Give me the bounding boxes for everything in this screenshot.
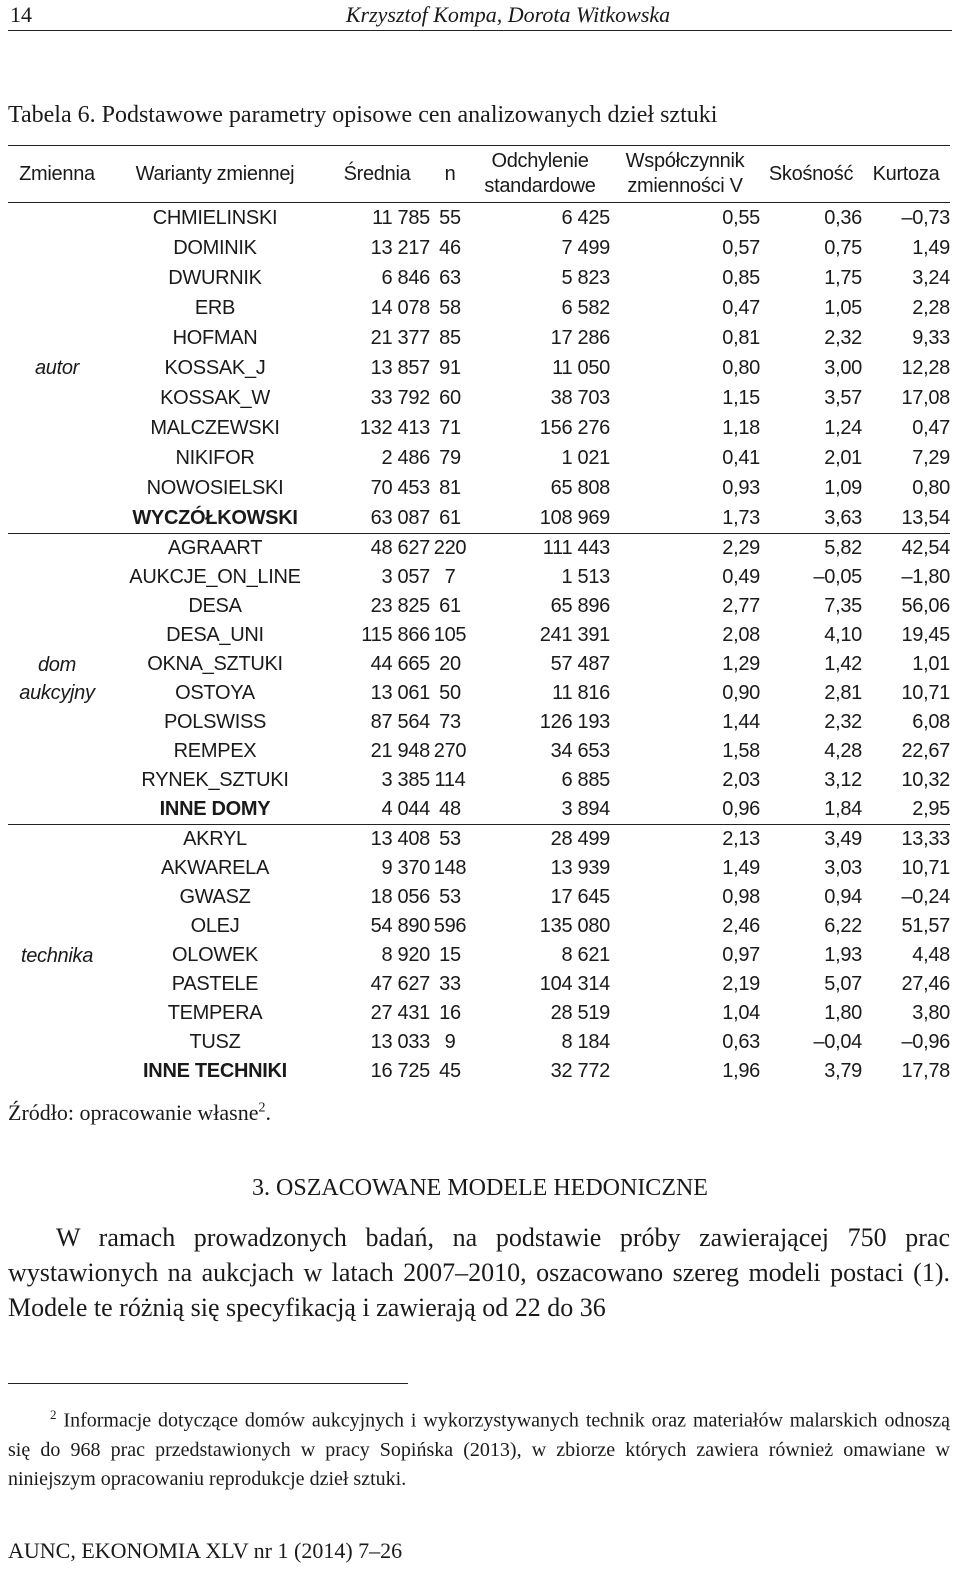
table-row <box>8 737 950 766</box>
cell-cv: 0,49 <box>722 566 760 588</box>
table-row <box>8 323 950 353</box>
cell-n: 81 <box>439 477 461 499</box>
cell-variant: AKRYL <box>183 828 247 850</box>
cell-kurtosis: –0,73 <box>901 207 950 229</box>
cell-sd: 57 487 <box>550 653 610 675</box>
cell-kurtosis: 2,95 <box>912 798 950 820</box>
cell-sd: 32 772 <box>550 1060 610 1082</box>
table-row <box>8 503 950 534</box>
cell-n: 15 <box>439 944 461 966</box>
cell-n: 33 <box>439 973 461 995</box>
cell-variant: CHMIELINSKI <box>152 207 278 229</box>
cell-kurtosis: 1,49 <box>912 237 950 259</box>
cell-cv: 1,58 <box>722 740 760 762</box>
cell-kurtosis: 10,32 <box>901 769 950 791</box>
cell-mean: 87 564 <box>370 711 430 733</box>
cell-skewness: 1,93 <box>824 944 862 966</box>
cell-variant: HOFMAN <box>172 327 258 349</box>
body-paragraph: W ramach prowadzonych badań, na podstawie próby zawierającej 750 prac wystawionych na aukcjach w latach 2007–2010, oszacowano szereg modeli postaci (1). Modele te różnią się specyfikacją i zawierają od 22 do 36 <box>8 1223 950 1322</box>
table-row <box>8 650 950 679</box>
table-row <box>8 1028 950 1057</box>
cell-sd: 111 443 <box>542 537 610 559</box>
cell-skewness: 1,24 <box>824 417 862 439</box>
cell-mean: 23 825 <box>370 595 430 617</box>
cell-sd: 1 513 <box>561 566 610 588</box>
cell-n: 20 <box>439 653 461 675</box>
col-header-odchylenie: Odchylenie standardowe <box>470 146 610 203</box>
cell-sd: 28 499 <box>550 828 610 850</box>
cell-mean: 13 033 <box>370 1031 430 1053</box>
cell-variant: ERB <box>194 297 236 319</box>
cell-variant: GWASZ <box>179 886 251 908</box>
cell-variant: DOMINIK <box>173 237 257 259</box>
section-title: 3. OSZACOWANE MODELE HEDONICZNE <box>252 1175 708 1201</box>
running-head: Krzysztof Kompa, Dorota Witkowska <box>345 2 671 27</box>
table-row <box>8 473 950 503</box>
cell-n: 55 <box>439 207 461 229</box>
table-caption: Tabela 6. Podstawowe parametry opisowe cen analizowanych dzieł sztuki <box>8 102 718 128</box>
cell-variant: AUKCJE_ON_LINE <box>129 566 301 588</box>
cell-mean: 54 890 <box>370 915 430 937</box>
cell-variant: NOWOSIELSKI <box>146 477 284 499</box>
cell-skewness: 2,81 <box>824 682 862 704</box>
cell-n: 270 <box>433 740 467 762</box>
cell-cv: 0,85 <box>722 267 760 289</box>
cell-n: 61 <box>439 507 461 529</box>
cell-kurtosis: 3,24 <box>912 267 950 289</box>
cell-n: 91 <box>439 357 461 379</box>
cell-skewness: 0,94 <box>824 886 862 908</box>
cell-skewness: 6,22 <box>824 915 862 937</box>
table-row <box>8 679 950 708</box>
cell-cv: 2,19 <box>722 973 760 995</box>
footnote-rule <box>8 1383 408 1384</box>
col-header-n: n <box>430 146 470 203</box>
cell-kurtosis: 4,48 <box>912 944 950 966</box>
table-row <box>8 592 950 621</box>
table-row <box>8 766 950 795</box>
cell-n: 16 <box>439 1002 461 1024</box>
cell-skewness: 2,01 <box>824 447 862 469</box>
cell-mean: 33 792 <box>370 387 430 409</box>
cell-skewness: 3,79 <box>824 1060 862 1082</box>
cell-kurtosis: –0,24 <box>901 886 950 908</box>
cell-variant: POLSWISS <box>163 711 267 733</box>
cell-n: 53 <box>439 886 461 908</box>
table-row <box>8 203 950 234</box>
table-row <box>8 825 950 855</box>
cell-skewness: 1,75 <box>824 267 862 289</box>
cell-mean: 44 665 <box>370 653 430 675</box>
cell-kurtosis: 10,71 <box>901 857 950 879</box>
cell-cv: 1,49 <box>722 857 760 879</box>
cell-skewness: 3,57 <box>824 387 862 409</box>
cell-variant: TEMPERA <box>167 1002 263 1024</box>
cell-mean: 48 627 <box>370 537 430 559</box>
table-row <box>8 912 950 941</box>
col-header-wspolczynnik: Współczynnik zmienności V <box>610 146 760 203</box>
cell-mean: 63 087 <box>370 507 430 529</box>
cell-n: 58 <box>439 297 461 319</box>
table-row <box>8 293 950 323</box>
cell-mean: 16 725 <box>370 1060 430 1082</box>
cell-cv: 2,29 <box>722 537 760 559</box>
cell-variant: KOSSAK_J <box>164 357 266 379</box>
group-label-autor: autor <box>34 357 80 379</box>
cell-variant: PASTELE <box>171 973 259 995</box>
table-row <box>8 383 950 413</box>
cell-skewness: 1,84 <box>824 798 862 820</box>
cell-sd: 65 896 <box>550 595 610 617</box>
table-row <box>8 443 950 473</box>
cell-kurtosis: 0,80 <box>912 477 950 499</box>
cell-sd: 104 314 <box>539 973 610 995</box>
col-header-warianty: Warianty zmiennej <box>106 146 324 203</box>
cell-mean: 21 948 <box>370 740 430 762</box>
cell-variant: OLEJ <box>190 915 240 937</box>
cell-n: 105 <box>433 624 467 646</box>
cell-kurtosis: 1,01 <box>912 653 950 675</box>
cell-mean: 18 056 <box>370 886 430 908</box>
cell-n: 9 <box>444 1031 456 1053</box>
cell-cv: 0,47 <box>722 297 760 319</box>
cell-sd: 6 425 <box>561 207 610 229</box>
group-technika <box>8 825 950 1087</box>
cell-n: 63 <box>439 267 461 289</box>
cell-n: 79 <box>439 447 461 469</box>
cell-cv: 0,41 <box>722 447 760 469</box>
cell-skewness: 1,09 <box>824 477 862 499</box>
table-row <box>8 708 950 737</box>
cell-kurtosis: 19,45 <box>901 624 950 646</box>
cell-mean: 14 078 <box>370 297 430 319</box>
cell-mean: 13 857 <box>370 357 430 379</box>
cell-cv: 0,90 <box>722 682 760 704</box>
cell-cv: 0,55 <box>722 207 760 229</box>
cell-mean: 47 627 <box>370 973 430 995</box>
cell-n: 45 <box>439 1060 461 1082</box>
cell-sd: 3 894 <box>561 798 610 820</box>
cell-mean: 21 377 <box>370 327 430 349</box>
cell-mean: 13 217 <box>370 237 430 259</box>
cell-cv: 1,44 <box>722 711 760 733</box>
cell-skewness: 2,32 <box>824 327 862 349</box>
table-row <box>8 795 950 825</box>
cell-mean: 132 413 <box>359 417 430 439</box>
cell-variant: NIKIFOR <box>175 447 255 469</box>
cell-skewness: 1,80 <box>824 1002 862 1024</box>
cell-sd: 11 050 <box>552 357 610 379</box>
cell-n: 148 <box>433 857 467 879</box>
group-label-dom: dom aukcyjny <box>19 654 95 704</box>
cell-skewness: –0,04 <box>813 1031 862 1053</box>
table-row <box>8 970 950 999</box>
col-header-skosnosc: Skośność <box>760 146 862 203</box>
cell-mean: 6 846 <box>381 267 430 289</box>
table-source: Źródło: opracowanie własne$^2$. <box>8 1100 271 1125</box>
cell-cv: 1,18 <box>722 417 760 439</box>
cell-kurtosis: 17,78 <box>901 1060 950 1082</box>
cell-sd: 108 969 <box>539 507 610 529</box>
table-row <box>8 353 950 383</box>
table-row <box>8 413 950 443</box>
cell-cv: 1,04 <box>722 1002 760 1024</box>
col-header-kurtoza: Kurtoza <box>862 146 950 203</box>
cell-mean: 13 061 <box>370 682 430 704</box>
table-row <box>8 883 950 912</box>
cell-cv: 1,96 <box>722 1060 760 1082</box>
cell-kurtosis: 6,08 <box>912 711 950 733</box>
cell-cv: 0,63 <box>722 1031 760 1053</box>
cell-n: 7 <box>444 566 456 588</box>
cell-skewness: 2,32 <box>824 711 862 733</box>
cell-variant: AKWARELA <box>160 857 269 879</box>
journal-reference: AUNC, EKONOMIA XLV nr 1 (2014) 7–26 <box>8 1538 403 1563</box>
cell-sd: 11 816 <box>552 682 610 704</box>
cell-cv: 2,46 <box>722 915 760 937</box>
table-row <box>8 621 950 650</box>
cell-skewness: 4,10 <box>824 624 862 646</box>
cell-kurtosis: 0,47 <box>912 417 950 439</box>
cell-sd: 6 582 <box>561 297 610 319</box>
cell-variant: OKNA_SZTUKI <box>147 653 283 675</box>
cell-cv: 0,80 <box>722 357 760 379</box>
cell-kurtosis: 56,06 <box>901 595 950 617</box>
cell-mean: 4 044 <box>381 798 430 820</box>
cell-sd: 13 939 <box>550 857 610 879</box>
cell-cv: 0,98 <box>722 886 760 908</box>
cell-skewness: 3,49 <box>824 828 862 850</box>
cell-n: 114 <box>434 769 466 791</box>
cell-variant: TUSZ <box>189 1031 241 1053</box>
cell-skewness: 5,82 <box>824 537 862 559</box>
cell-sd: 17 645 <box>550 886 610 908</box>
cell-sd: 28 519 <box>550 1002 610 1024</box>
cell-variant: OLOWEK <box>172 944 258 966</box>
cell-kurtosis: –1,80 <box>901 566 950 588</box>
cell-kurtosis: 22,67 <box>901 740 950 762</box>
cell-cv: 2,77 <box>722 595 760 617</box>
cell-mean: 8 920 <box>381 944 430 966</box>
cell-kurtosis: 10,71 <box>901 682 950 704</box>
cell-cv: 0,96 <box>722 798 760 820</box>
table-row <box>8 563 950 592</box>
cell-mean: 70 453 <box>370 477 430 499</box>
cell-kurtosis: 12,28 <box>901 357 950 379</box>
cell-n: 48 <box>439 798 461 820</box>
cell-sd: 8 184 <box>561 1031 610 1053</box>
cell-n: 71 <box>439 417 461 439</box>
cell-mean: 3 057 <box>381 566 430 588</box>
cell-n: 220 <box>433 537 467 559</box>
table-row <box>8 941 950 970</box>
cell-kurtosis: 27,46 <box>901 973 950 995</box>
group-label-technika: technika <box>20 944 94 967</box>
cell-variant: KOSSAK_W <box>160 387 270 409</box>
cell-skewness: 3,03 <box>824 857 862 879</box>
page-header <box>8 0 952 31</box>
cell-kurtosis: 13,33 <box>901 828 950 850</box>
cell-variant: DESA <box>188 595 242 617</box>
cell-sd: 17 286 <box>550 327 610 349</box>
cell-sd: 7 499 <box>561 237 610 259</box>
cell-skewness: 0,75 <box>824 237 862 259</box>
cell-kurtosis: 17,08 <box>901 387 950 409</box>
footnote-ref: 2 <box>258 1100 266 1116</box>
cell-skewness: 0,36 <box>824 207 862 229</box>
cell-variant: WYCZÓŁKOWSKI <box>132 507 298 529</box>
cell-variant: INNE DOMY <box>159 798 271 820</box>
cell-sd: 34 653 <box>550 740 610 762</box>
cell-kurtosis: 2,28 <box>912 297 950 319</box>
table-header-row <box>8 146 950 203</box>
cell-mean: 11 785 <box>372 207 430 229</box>
cell-mean: 115 866 <box>361 624 430 646</box>
cell-skewness: 1,42 <box>824 653 862 675</box>
cell-cv: 2,03 <box>722 769 760 791</box>
cell-sd: 241 391 <box>539 624 610 646</box>
group-dom-aukcyjny <box>8 534 950 825</box>
cell-sd: 135 080 <box>539 915 610 937</box>
group-autor <box>8 203 950 534</box>
table-row <box>8 854 950 883</box>
cell-kurtosis: 3,80 <box>912 1002 950 1024</box>
cell-n: 73 <box>439 711 461 733</box>
cell-variant: RYNEK_SZTUKI <box>141 769 289 791</box>
footnote: $^2$ Informacje dotyczące domów aukcyjnych i wykorzystywanych technik oraz materiałów malarskich odnoszą się do 968 prac przedstawionych w pracy Sopińska (2013), w zbiorze których zawiera również omawiane w niniejszym opracowaniu reprodukcje dzieł sztuki. <box>8 1407 951 1490</box>
cell-skewness: 7,35 <box>824 595 862 617</box>
table-row <box>8 999 950 1028</box>
cell-variant: INNE TECHNIKI <box>143 1060 287 1082</box>
cell-skewness: 3,63 <box>824 507 862 529</box>
cell-variant: REMPEX <box>173 740 257 762</box>
cell-sd: 8 621 <box>561 944 610 966</box>
table-row <box>8 534 950 564</box>
table-row <box>8 1057 950 1086</box>
table-row <box>8 233 950 263</box>
cell-sd: 126 193 <box>539 711 610 733</box>
cell-n: 85 <box>439 327 461 349</box>
footnote-number: 2 <box>50 1407 57 1422</box>
cell-variant: DWURNIK <box>168 267 262 289</box>
cell-skewness: 5,07 <box>824 973 862 995</box>
cell-cv: 0,93 <box>722 477 760 499</box>
cell-skewness: 3,00 <box>824 357 862 379</box>
cell-cv: 1,15 <box>722 387 760 409</box>
cell-skewness: –0,05 <box>813 566 862 588</box>
cell-cv: 1,29 <box>722 653 760 675</box>
cell-kurtosis: 51,57 <box>901 915 950 937</box>
cell-sd: 38 703 <box>550 387 610 409</box>
cell-skewness: 3,12 <box>824 769 862 791</box>
cell-cv: 0,97 <box>722 944 760 966</box>
cell-cv: 0,81 <box>722 327 760 349</box>
cell-n: 60 <box>439 387 461 409</box>
cell-sd: 65 808 <box>550 477 610 499</box>
cell-cv: 0,57 <box>722 237 760 259</box>
cell-mean: 3 385 <box>381 769 430 791</box>
cell-mean: 13 408 <box>370 828 430 850</box>
cell-mean: 27 431 <box>370 1002 430 1024</box>
cell-n: 50 <box>439 682 461 704</box>
cell-sd: 156 276 <box>539 417 610 439</box>
cell-kurtosis: 7,29 <box>912 447 950 469</box>
table-row <box>8 263 950 293</box>
cell-kurtosis: 42,54 <box>901 537 950 559</box>
cell-sd: 5 823 <box>561 267 610 289</box>
cell-variant: OSTOYA <box>175 682 255 704</box>
descriptive-statistics-table <box>8 145 950 1086</box>
cell-sd: 1 021 <box>561 447 610 469</box>
page-number: 14 <box>10 2 32 27</box>
col-header-zmienna: Zmienna <box>8 146 106 203</box>
cell-mean: 9 370 <box>381 857 430 879</box>
cell-kurtosis: 9,33 <box>912 327 950 349</box>
cell-kurtosis: –0,96 <box>901 1031 950 1053</box>
cell-cv: 2,08 <box>722 624 760 646</box>
cell-cv: 2,13 <box>722 828 760 850</box>
cell-n: 596 <box>433 915 467 937</box>
cell-kurtosis: 13,54 <box>901 507 950 529</box>
cell-n: 61 <box>439 595 461 617</box>
cell-skewness: 1,05 <box>824 297 862 319</box>
cell-n: 46 <box>439 237 461 259</box>
cell-variant: AGRAART <box>167 537 263 559</box>
cell-n: 53 <box>439 828 461 850</box>
col-header-srednia: Średnia <box>324 146 430 203</box>
cell-variant: MALCZEWSKI <box>150 417 280 439</box>
cell-variant: DESA_UNI <box>166 624 264 646</box>
cell-sd: 6 885 <box>561 769 610 791</box>
cell-mean: 2 486 <box>381 447 430 469</box>
cell-cv: 1,73 <box>722 507 760 529</box>
cell-skewness: 4,28 <box>824 740 862 762</box>
